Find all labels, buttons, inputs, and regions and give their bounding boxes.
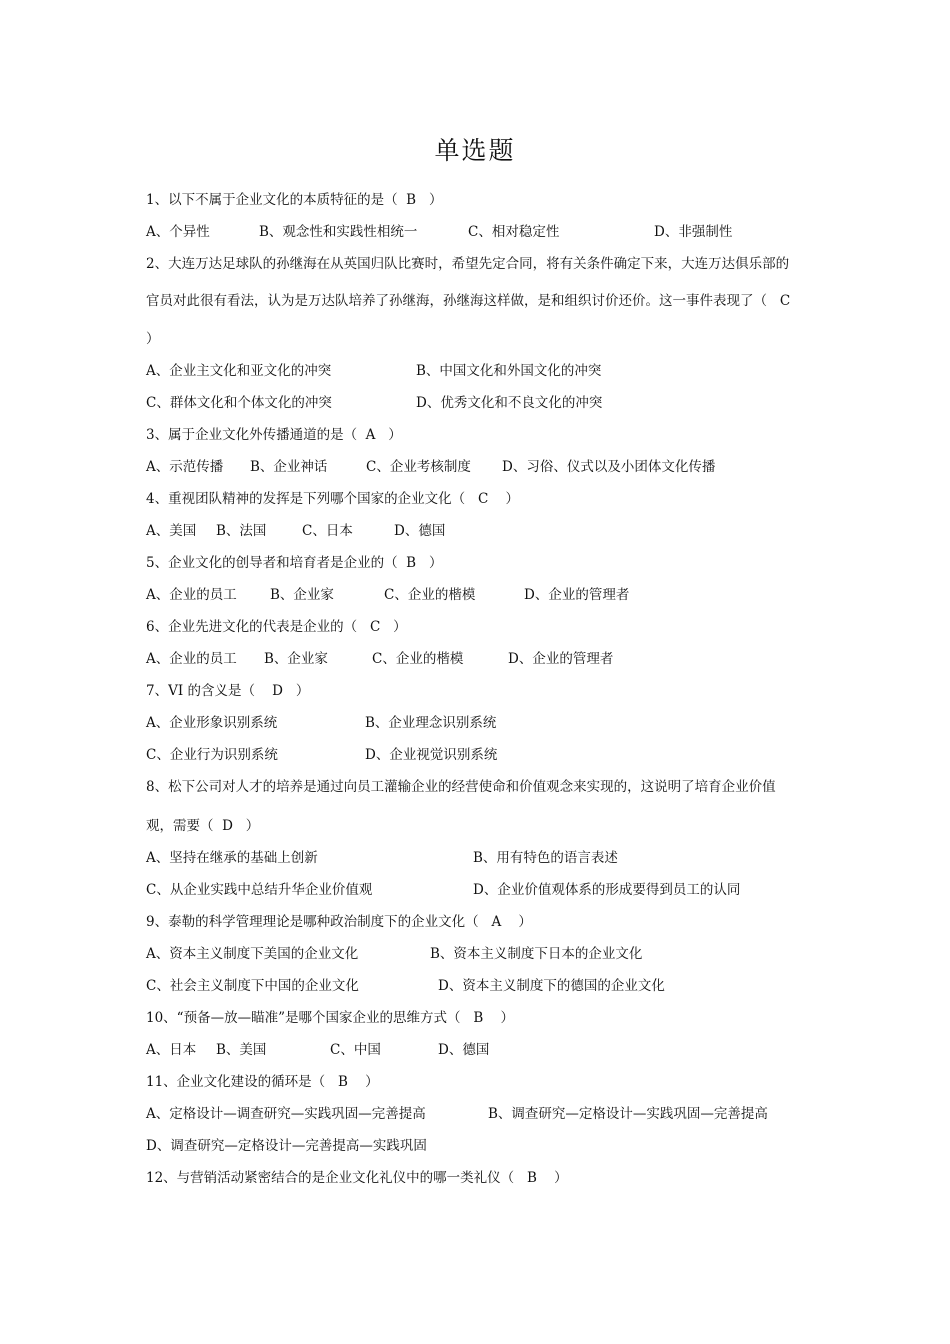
option-text: D、企业的管理者 [524, 587, 630, 603]
option-text: A、企业主文化和亚文化的冲突 [146, 363, 332, 379]
question-text: 7、VI 的含义是（ D ） [146, 683, 310, 699]
option-text: D、德国 [394, 523, 446, 539]
option-text: B、企业家 [264, 651, 328, 667]
option-text: C、企业的楷模 [372, 651, 464, 667]
option-text: B、美国 [216, 1042, 267, 1058]
option-text: C、相对稳定性 [468, 224, 560, 240]
question-text: 1、以下不属于企业文化的本质特征的是（ B ） [146, 192, 443, 208]
question-text: 11、企业文化建设的循环是（ B ） [146, 1074, 379, 1090]
option-text: B、企业家 [270, 587, 334, 603]
option-text: C、群体文化和个体文化的冲突 [146, 395, 332, 411]
option-text: A、日本 [146, 1042, 197, 1058]
option-text: C、从企业实践中总结升华企业价值观 [146, 882, 373, 898]
question-text: 10、“预备—放—瞄准”是哪个国家企业的思维方式（ B ） [146, 1010, 514, 1026]
option-text: D、德国 [438, 1042, 490, 1058]
question-text: 12、与营销活动紧密结合的是企业文化礼仪中的哪一类礼仪（ B ） [146, 1170, 568, 1186]
page-title: 单选题 [434, 136, 516, 165]
option-text: A、美国 [146, 523, 197, 539]
question-text: 2、大连万达足球队的孙继海在从英国归队比赛时，希望先定合同，将有关条件确定下来，大连万达俱乐部的 [146, 256, 790, 272]
option-text: C、日本 [302, 523, 353, 539]
question-text: 观，需要（ D ） [146, 818, 260, 834]
question-text: 官员对此很有看法，认为是万达队培养了孙继海，孙继海这样做，是和组织讨价还价。这一事件表现了（ C [146, 293, 791, 309]
option-text: A、企业的员工 [146, 651, 237, 667]
option-text: B、资本主义制度下日本的企业文化 [430, 946, 643, 962]
option-text: A、企业的员工 [146, 587, 237, 603]
option-text: C、企业考核制度 [366, 459, 471, 475]
option-text: C、中国 [330, 1042, 381, 1058]
question-text: 8、松下公司对人才的培养是通过向员工灌输企业的经营使命和价值观念来实现的，这说明了培育企业价值 [146, 779, 776, 795]
option-text: B、用有特色的语言表述 [473, 850, 618, 866]
question-text: D、调查研究—定格设计—完善提高—实践巩固 [146, 1138, 427, 1154]
question-text: 3、属于企业文化外传播通道的是（ A ） [146, 427, 402, 443]
option-text: D、企业价值观体系的形成要得到员工的认同 [473, 882, 741, 898]
option-text: A、定格设计—调查研究—实践巩固—完善提高 [146, 1106, 426, 1122]
option-text: D、习俗、仪式以及小团体文化传播 [502, 459, 716, 475]
option-text: D、企业的管理者 [508, 651, 614, 667]
option-text: B、企业神话 [250, 459, 328, 475]
option-text: B、企业理念识别系统 [365, 715, 497, 731]
option-text: A、示范传播 [146, 459, 224, 475]
question-text: 9、泰勒的科学管理理论是哪种政治制度下的企业文化（ A ） [146, 914, 532, 930]
question-text: 4、重视团队精神的发挥是下列哪个国家的企业文化（ C ） [146, 491, 519, 507]
option-text: D、优秀文化和不良文化的冲突 [416, 395, 603, 411]
question-text: ） [146, 331, 160, 347]
option-text: D、企业视觉识别系统 [365, 747, 498, 763]
option-text: D、非强制性 [654, 224, 733, 240]
option-text: D、资本主义制度下的德国的企业文化 [438, 978, 665, 994]
option-text: A、企业形象识别系统 [146, 715, 278, 731]
option-text: B、调查研究—定格设计—实践巩固—完善提高 [488, 1106, 768, 1122]
option-text: A、资本主义制度下美国的企业文化 [146, 946, 359, 962]
option-text: C、企业行为识别系统 [146, 747, 278, 763]
option-text: A、坚持在继承的基础上创新 [146, 850, 318, 866]
question-text: 5、企业文化的创导者和培育者是企业的（ B ） [146, 555, 443, 571]
option-text: C、社会主义制度下中国的企业文化 [146, 978, 359, 994]
option-text: A、个异性 [146, 224, 210, 240]
option-text: B、中国文化和外国文化的冲突 [416, 363, 602, 379]
option-text: B、法国 [216, 523, 267, 539]
question-text: 6、企业先进文化的代表是企业的（ C ） [146, 619, 407, 635]
option-text: C、企业的楷模 [384, 587, 476, 603]
option-text: B、观念性和实践性相统一 [259, 224, 418, 240]
